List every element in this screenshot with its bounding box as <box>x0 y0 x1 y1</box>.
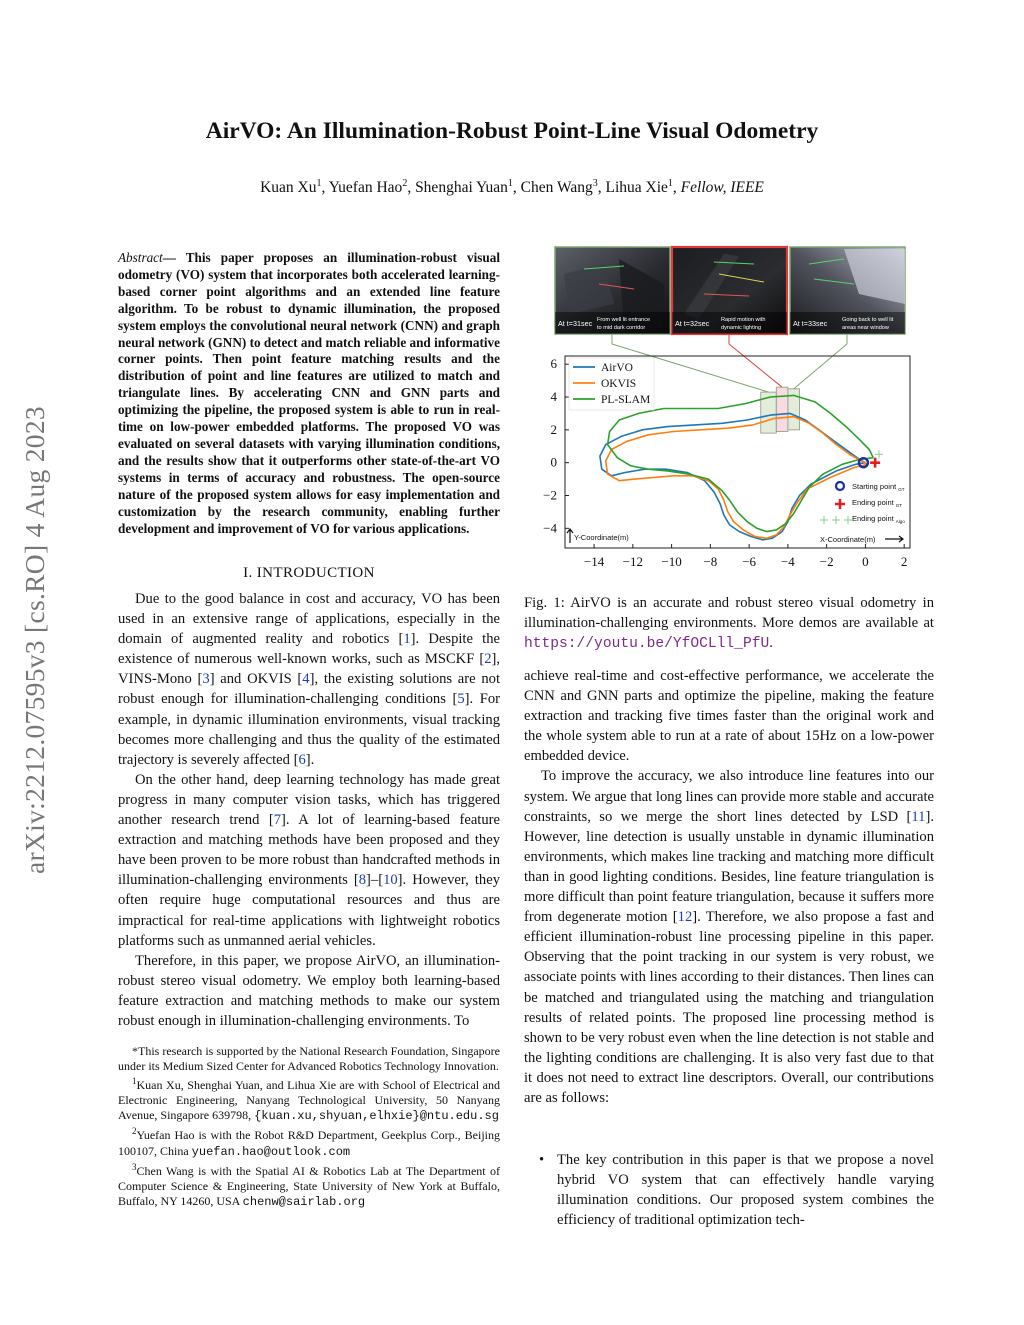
author-name: Shenghai Yuan <box>415 179 508 197</box>
legend-label: OKVIS <box>601 378 637 390</box>
footnote-affiliation-3 <box>118 1160 500 1210</box>
x-tick-label: −2 <box>819 554 834 569</box>
legend-marker-label: Ending point $_{GT}$ <box>852 498 903 508</box>
abstract-text: This paper proposes an illumination-robust visual odometry (VO) system that incorporates both accelerated learning-based corner point algorithms and an extended line feature algorithm. To be robust to dynamic illumination, the proposed system employs the convolutional neural network (CNN) and graph neural network (GNN) to detect and match reliable and informative corner points. Then point feature matching results and the distribution of point and line features are utilized to match and triangulate lines. By accelerating CNN and GNN parts and optimizing the pipeline, the proposed system is able to run in real-time on low-power embedded platforms. The proposed VO was evaluated on several datasets with varying illumination conditions, and the results show that it outperforms other state-of-the-art VO systems in terms of accuracy and robustness. The open-source nature of the proposed system allows for easy implementation and customization by the research community, enabling further development and improvement of VO for various applications. <box>118 250 500 536</box>
paragraph: To improve the accuracy, we also introduce line features into our system. We argue that long lines can provide more stable and accurate constraints, so we merge the short lines detected by LSD [11]. However, line detection is usually unstable in dynamic illumination environments, which makes line tracking and matching more difficult than in good lighting conditions. Besides, line feature triangulation is more difficult than point feature triangulation, because it suffers more from degenerate motion [12]. Therefore, we also propose a fast and efficient illumination-robust line processing pipeline in this paper. Observing that the point tracking in our system is very robust, we associate points with lines according to their distances. Then lines can be matched and triangulated using the matching and triangulation results of related points. The proposed line processing method is shown to be very robust even when the line detection is not stable and the lighting conditions are challenging. It is also very fast due to that it does not need to extract line descriptors. Overall, our contributions are as follows: <box>524 768 934 1106</box>
y-tick-label: 2 <box>550 421 557 437</box>
x-tick-label: 0 <box>862 554 869 569</box>
citation-link[interactable]: 12 <box>677 909 693 926</box>
snapshot-desc: to mid dark corridor <box>597 325 646 331</box>
snapshot-desc: areas near window <box>842 325 889 331</box>
citation-link[interactable]: 1 <box>403 631 411 648</box>
legend-label: PL-SLAM <box>601 394 651 406</box>
footnote-email: chenw@sairlab.org <box>242 1194 366 1209</box>
paragraph: On the other hand, deep learning technology has made great progress in many computer vision tasks, which has triggered another research trend [7]. A lot of learning-based feature extraction and matching methods have been proposed and they have been proven to be more robust than handcrafted methods in illumination-challenging environments [8]–[10]. However, they often require huge computational resources and thus are impractical for real-time applications with lightweight robotics platforms such as unmanned aerial vehicles. <box>118 771 501 949</box>
contribution-list <box>524 1150 934 1230</box>
x-tick-label: −4 <box>780 554 795 569</box>
x-tick-label: −8 <box>703 554 718 569</box>
author-name: Yuefan Hao <box>328 179 403 197</box>
author-name: Chen Wang <box>520 179 593 197</box>
author-affiliation: 1 <box>507 178 513 189</box>
marker-ending-point-gt <box>870 458 880 468</box>
citation-link[interactable]: 8 <box>358 872 367 889</box>
citation-link[interactable]: 5 <box>457 691 465 708</box>
footnote-mark: 3 <box>132 1161 137 1172</box>
y-tick-label: 4 <box>550 389 557 405</box>
highlight-box <box>776 387 788 431</box>
footnotes <box>118 1044 500 1210</box>
author-name: Kuan Xu <box>260 179 317 197</box>
x-tick-label: 2 <box>900 554 908 569</box>
snapshot-time: At t=31sec <box>558 319 593 328</box>
figure-trajectory <box>524 244 934 576</box>
author-fellow: Fellow, IEEE <box>680 179 764 197</box>
bullet-icon: • <box>539 1152 545 1168</box>
figure-caption <box>524 593 934 654</box>
section-heading-text: I. INTRODUCTION <box>243 565 375 581</box>
abstract-label: Abstract <box>118 250 163 265</box>
paragraph: achieve real-time and cost-effective performance, we accelerate the CNN and GNN parts and optimize the pipeline, making the feature extraction and tracking five times faster than the original work and the whole system able to run at a rate of about 15Hz on a low-power embedded device. <box>524 668 934 765</box>
connector-line <box>729 344 782 387</box>
legend-marker-end-gt <box>835 499 845 509</box>
legend-marker-label: Ending point $_{Algo}$ <box>852 514 905 524</box>
y-axis-label: Y-Coordinate(m) <box>574 533 629 542</box>
snapshot-desc: Rapid motion with <box>721 317 766 323</box>
caption-label: Fig. 1: <box>524 595 565 611</box>
caption-end: . <box>769 635 773 651</box>
citation-link[interactable]: 7 <box>273 812 282 829</box>
y-axis-arrow-icon <box>567 529 573 543</box>
connector-line <box>794 344 847 389</box>
series-line-pl-slam <box>608 395 874 531</box>
author-affiliation: 2 <box>402 178 408 189</box>
section-heading-introduction <box>118 565 500 582</box>
citation-link[interactable]: 6 <box>298 751 306 768</box>
footnote-funding: *This research is supported by the National Research Foundation, Singapore under its Medium Sized Center for Advanced Robotics Technology Innovation. <box>118 1044 500 1074</box>
series-line-okvis <box>606 417 868 539</box>
snapshot-1 <box>555 247 670 334</box>
footnote-text: Yuefan Hao is with the Robot R&D Department, Geekplus Corp., Beijing 100107, China <box>118 1128 500 1158</box>
citation-link[interactable]: 10 <box>383 872 398 889</box>
author-list: Kuan Xu$^1$, Yuefan Hao$^2$, Shenghai Yuan$^1$, Chen Wang$^3$, Lihua Xie$^1$, Fellow, IEEE <box>260 178 764 197</box>
x-tick-label: −12 <box>622 554 644 569</box>
paper-title: AirVO: An Illumination-Robust Point-Line Visual Odometry <box>205 118 819 144</box>
snapshot-2 <box>672 247 787 334</box>
snapshot-time: At t=33sec <box>793 319 828 328</box>
y-tick-label: 0 <box>550 454 557 470</box>
contribution-item: The key contribution in this paper is that we propose a novel hybrid VO system that can effectively handle varying illumination conditions. Our proposed system combines the efficiency of traditional optimization tech- <box>557 1152 934 1229</box>
right-column-body <box>524 666 934 1108</box>
legend-marker-end-algo <box>820 516 852 524</box>
author-affiliation: 1 <box>667 178 673 189</box>
y-tick-label: −2 <box>543 487 557 503</box>
author-affiliation: 1 <box>316 178 322 189</box>
footnote-affiliation-2 <box>118 1124 500 1159</box>
footnote-email: {kuan.xu,shyuan,elhxie}@ntu.edu.sg <box>254 1109 499 1124</box>
x-tick-label: −6 <box>742 554 757 569</box>
footnote-text: Kuan Xu, Shenghai Yuan, and Lihua Xie are with School of Electrical and Electronic Engineering, Nanyang Technological University, 50 Nanyang Avenue, Singapore 639798, <box>118 1078 500 1123</box>
x-tick-label: −14 <box>583 554 605 569</box>
citation-link[interactable]: 2 <box>484 651 492 668</box>
legend-marker-start <box>836 482 844 490</box>
footnote-mark: 1 <box>132 1076 137 1087</box>
trajectory-chart <box>543 334 910 569</box>
x-axis-label: X-Coordinate(m) <box>820 535 876 544</box>
author-name: Lihua Xie <box>605 179 668 197</box>
demo-link[interactable]: https://youtu.be/YfOCLll_PfU <box>524 636 770 652</box>
x-axis-arrow-icon <box>885 536 903 542</box>
abstract: Abstract— This paper proposes an illumination-robust visual odometry (VO) system that incorporates both accelerated learning-based corner point algorithms and an extended line feature algorithm. To be robust to dynamic illumination, the proposed system employs the convolutional neural network (CNN) and graph neural network (GNN) to detect and match reliable and informative corner points. Then point feature matching results and the distribution of point and line features are utilized to match and triangulate lines. By accelerating CNN and GNN parts and optimizing the pipeline, the proposed system is able to run in real-time on low-power embedded platforms. The proposed VO was evaluated on several datasets with varying illumination conditions, and the results show that it outperforms other state-of-the-art VO systems in terms of accuracy and robustness. The open-source nature of the proposed system allows for easy implementation and customization by the research community, enabling further development and improvement of VO for various applications. <box>118 250 500 536</box>
snapshot-time: At t=32sec <box>675 319 710 328</box>
y-tick-label: −4 <box>543 520 557 536</box>
y-tick-label: 6 <box>550 356 557 372</box>
citation-link[interactable]: 11 <box>911 808 926 825</box>
citation-link[interactable]: 3 <box>202 671 210 688</box>
legend-label: AirVO <box>601 362 633 374</box>
caption-text: AirVO is an accurate and robust stereo visual odometry in illumination-challenging environments. More demos are available at <box>524 595 934 631</box>
arxiv-sidebar <box>5 350 65 930</box>
snapshot-desc: dynamic lighting <box>721 325 762 331</box>
footnote-email: yuefan.hao@outlook.com <box>191 1144 351 1159</box>
x-tick-label: −10 <box>661 554 682 569</box>
footnote-affiliation-1 <box>118 1074 500 1124</box>
snapshot-desc: From well lit entrance <box>597 317 651 323</box>
snapshot-desc: Going back to well lit <box>842 317 894 323</box>
legend-marker-label: Starting point $_{GT}$ <box>852 482 905 492</box>
citation-link[interactable]: 4 <box>302 671 310 688</box>
introduction-body <box>118 589 500 1031</box>
paragraph: Therefore, in this paper, we propose AirVO, an illumination-robust stereo visual odometry. We employ both learning-based feature extraction and matching methods to make our system robust enough in illumination-challenging environments. To <box>118 952 500 1029</box>
marker-ending-point-algo <box>875 450 883 458</box>
paragraph: Due to the good balance in cost and accuracy, VO has been used in an extensive range of applications, especially in the domain of augmented reality and robotics [1]. Despite the existence of numerous well-known works, such as MSCKF [2], VINS-Mono [3] and OKVIS [4], the existing solutions are not robust enough for illumination-challenging conditions [5]. For example, in dynamic illumination environments, visual tracking becomes more challenging and thus the quality of the estimated trajectory is severely affected [6]. <box>118 591 501 768</box>
footnote-text: Chen Wang is with the Spatial AI & Robotics Lab at The Department of Computer Science & Engineering, State University of New York at Buffalo, Buffalo, NY 14260, USA <box>118 1163 500 1208</box>
author-affiliation: 3 <box>592 178 598 189</box>
arxiv-identifier: arXiv:2212.07595v3 [cs.RO] 4 Aug 2023 <box>19 406 50 874</box>
footnote-mark: 2 <box>132 1126 137 1137</box>
snapshot-3 <box>790 247 905 334</box>
